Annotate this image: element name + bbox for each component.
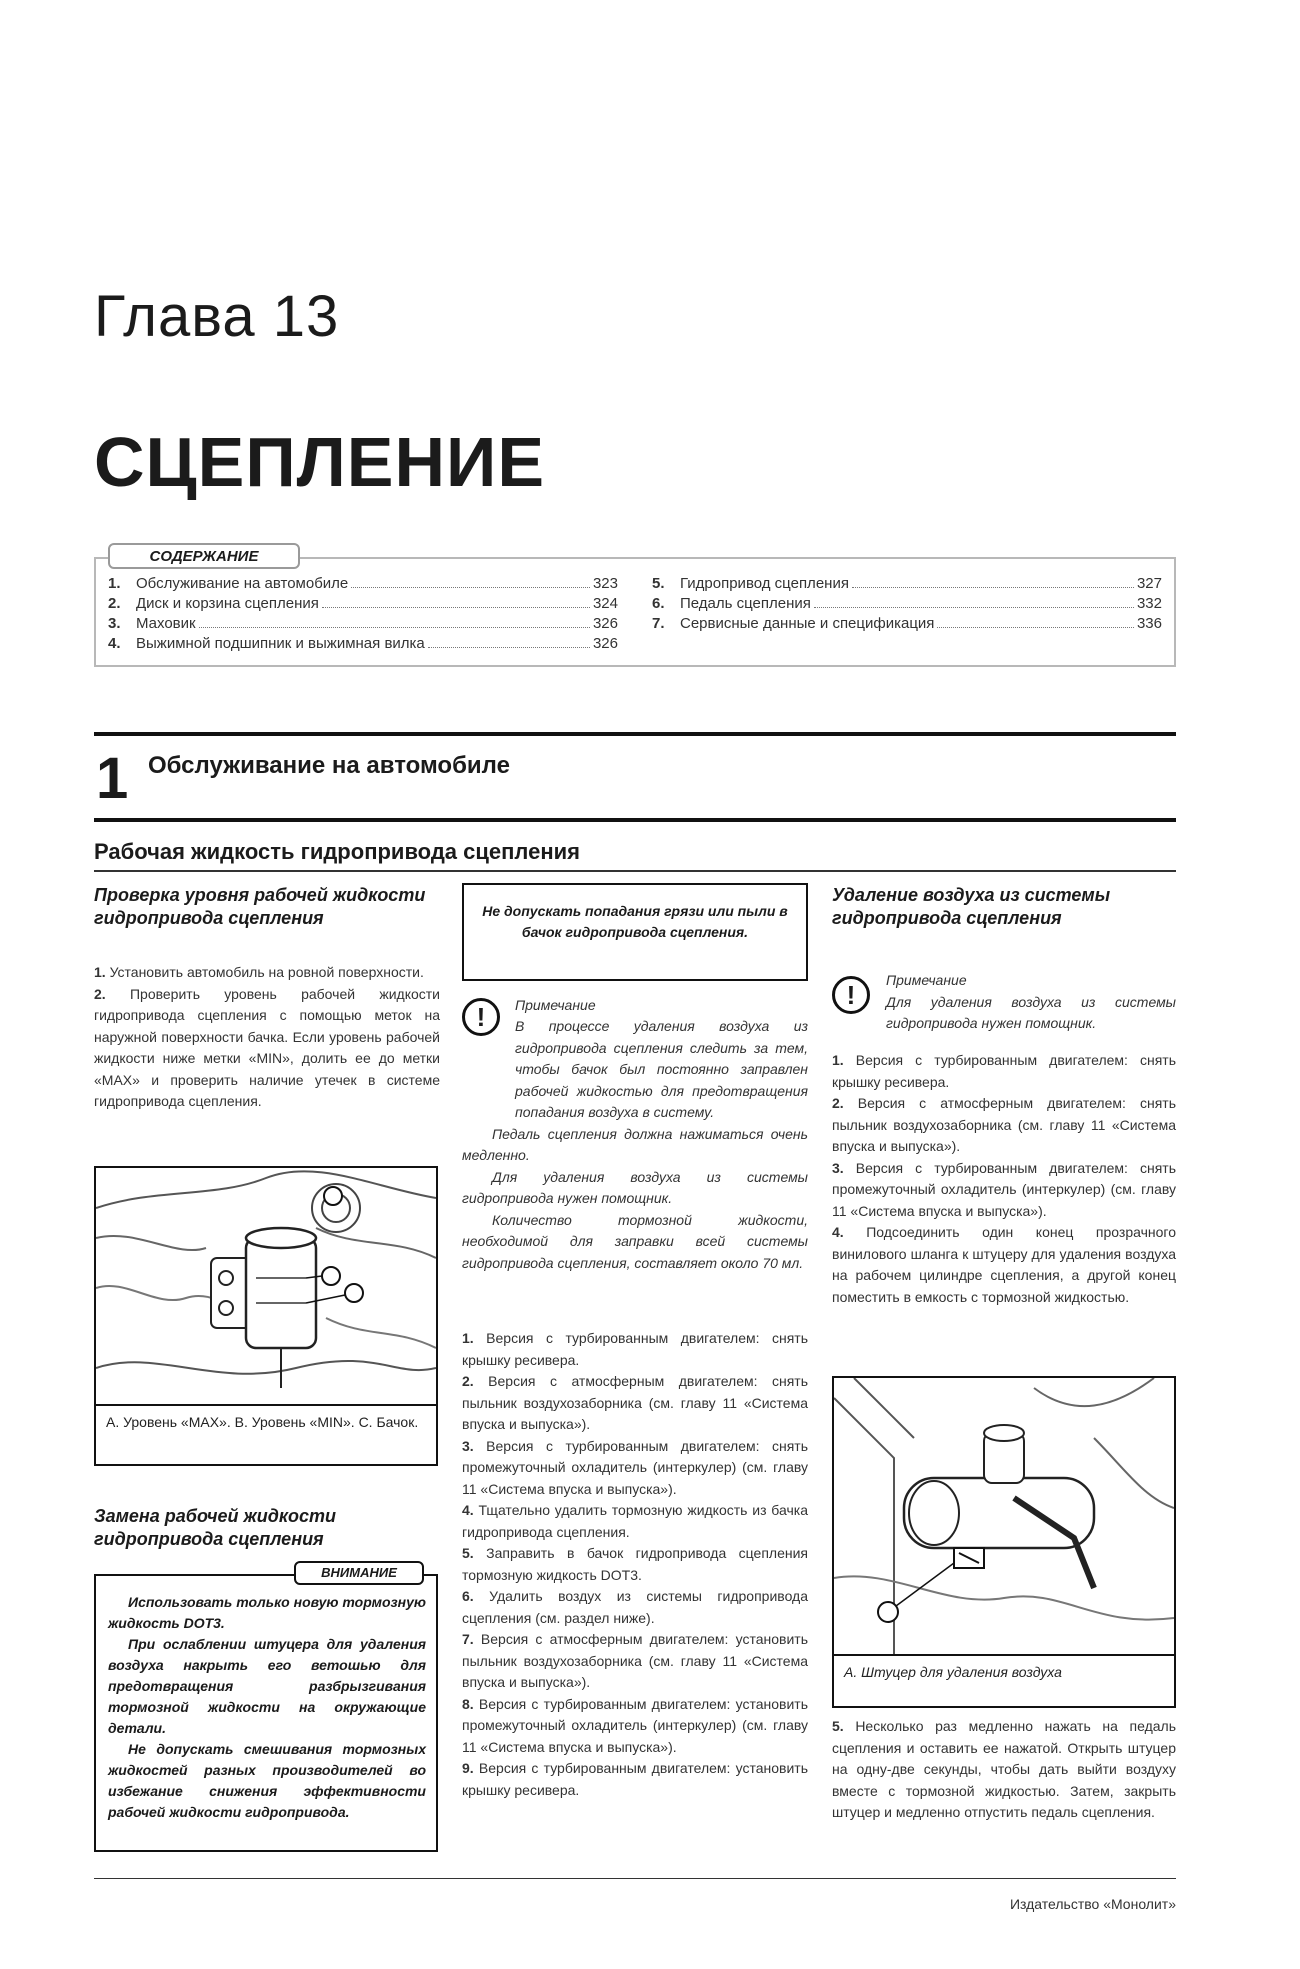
step: 7. Версия с атмосферным двигателем: установить пыльник воздухозаборника (см. главу 11 «Система впуска и выпуска»). [462, 1631, 809, 1690]
step: 5. Несколько раз медленно нажать на педаль сцепления и оставить ее нажатой. Открыть штуцер на одну-две секунды, чтобы дать выйти воздуху вместе с тормозной жидкостью. Затем, закрыть штуцер и медленно отпустить педаль сцепления. [832, 1718, 1176, 1820]
step: 1. Версия с турбированным двигателем: снять крышку ресивера. [462, 1330, 808, 1368]
step: 2. Версия с атмосферным двигателем: снять пыльник воздухозаборника (см. главу 11 «Система впуска и выпуска»). [832, 1095, 1177, 1154]
step: 6. Удалить воздух из системы гидропривода сцепления (см. раздел ниже). [462, 1588, 808, 1626]
figure-caption: A. Уровень «MAX». B. Уровень «MIN». C. Бачок. [106, 1414, 419, 1430]
toc-item[interactable]: 1. Обслуживание на автомобиле 323 [108, 575, 618, 592]
figure-bleeder [832, 1376, 1176, 1708]
section-number: 1 [96, 746, 129, 811]
toc-item[interactable]: 3. Маховик 326 [108, 615, 618, 632]
col2-note-label: Примечание [515, 997, 596, 1013]
step: 2. Проверить уровень рабочей жидкости гидропривода сцепления с помощью меток на наружной поверхности бачка. Если уровень рабочей жидкости ниже метки «MIN», долить ее до метки «MAX» и проверить наличие утечек в системе гидропривода сцепления. [94, 985, 440, 1109]
chapter-label: Глава 13 [94, 284, 340, 349]
step: 8. Версия с турбированным двигателем: установить промежуточный охладитель (интеркулер) (см. главу 11 «Система впуска и выпуска»). [462, 1695, 809, 1755]
footer-rule [94, 1878, 1176, 1879]
toc-item[interactable]: 6. Педаль сцепления 332 [652, 595, 1162, 612]
step: 5. Заправить в бачок гидропривода сцепления тормозную жидкость DOT3. [462, 1545, 809, 1583]
section-rule-bottom [94, 818, 1176, 822]
step: 1. Установить автомобиль на ровной поверхности. [94, 964, 424, 980]
col1-heading: Проверка уровня рабочей жидкости гидропривода сцепления [94, 885, 426, 928]
toc-item[interactable]: 4. Выжимной подшипник и выжимная вилка 326 [108, 635, 618, 652]
subsection-rule [94, 870, 1176, 872]
toc-item[interactable]: 2. Диск и корзина сцепления 324 [108, 595, 618, 612]
note-icon: ! [462, 998, 500, 1036]
toc-right-column [652, 574, 1162, 634]
warning-text: Использовать только новую тормозную жидкость DOT3. При ослаблении штуцера для удаления воздуха накрыть его ветошью для предотвращения разбрызгивания тормозной жидкости на окружающие детали. Не допускать смешивания тормозных жидкостей разных производителей во избежание снижения эффективности рабочей жидкости гидропривода. [108, 1594, 426, 1820]
publisher: Издательство «Монолит» [1009, 1896, 1176, 1912]
toc-item[interactable]: 7. Сервисные данные и спецификация 336 [652, 615, 1162, 632]
warning-label: ВНИМАНИЕ [294, 1561, 424, 1585]
section-rule-top [94, 732, 1176, 736]
step: 9. Версия с турбированным двигателем: установить крышку ресивера. [462, 1760, 809, 1798]
section-title: Обслуживание на автомобиле [148, 752, 510, 779]
step: 3. Версия с турбированным двигателем: снять промежуточный охладитель (интеркулер) (см. главу 11 «Система впуска и выпуска»). [462, 1437, 808, 1497]
col1-steps [94, 962, 440, 1113]
figure-caption: A. Штуцер для удаления воздуха [844, 1664, 1062, 1680]
step: 1. Версия с турбированным двигателем: снять крышку ресивера. [832, 1052, 1177, 1090]
reservoir-illustration [96, 1168, 436, 1404]
toc-left-column [108, 574, 618, 654]
chapter-title: СЦЕПЛЕНИЕ [94, 423, 546, 501]
col3-steps [832, 1050, 1176, 1308]
step: 4. Тщательно удалить тормозную жидкость из бачка гидропривода сцепления. [462, 1502, 808, 1540]
toc-label: СОДЕРЖАНИЕ [108, 543, 300, 569]
col2-note: В процессе удаления воздуха из гидропривода сцепления следить за тем, чтобы бачок был постоянно заправлен рабочей жидкостью для предотвращения попадания воздуха в систему. Педаль сцепления должна нажиматься очень медленно. Для удаления воздуха из системы гидропривода нужен помощник. Количество тормозной жидкости, необходимой для заправки всей системы гидропривода сцепления, составляет около 70 мл. [462, 1018, 808, 1271]
toc-item[interactable]: 5. Гидропривод сцепления 327 [652, 575, 1162, 592]
col2-steps [462, 1328, 808, 1801]
note-icon: ! [832, 976, 870, 1014]
step: 3. Версия с турбированным двигателем: снять промежуточный охладитель (интеркулер) (см. главу 11 «Система впуска и выпуска»). [832, 1159, 1177, 1219]
col3-heading: Удаление воздуха из системы гидропривода сцепления [832, 885, 1111, 928]
step: 2. Версия с атмосферным двигателем: снять пыльник воздухозаборника (см. главу 11 «Система впуска и выпуска»). [462, 1373, 808, 1432]
bleeder-illustration [834, 1378, 1174, 1654]
step: 4. Подсоединить один конец прозрачного винилового шланга к штуцеру для удаления воздуха на рабочем цилиндре сцепления, а другой конец поместить в емкость с тормозной жидкостью. [832, 1224, 1176, 1305]
subsection-title: Рабочая жидкость гидропривода сцепления [94, 839, 580, 864]
col1-heading2: Замена рабочей жидкости гидропривода сцепления [94, 1506, 337, 1549]
caution-box: Не допускать попадания грязи или пыли в бачок гидропривода сцепления. [462, 883, 808, 981]
figure-reservoir [94, 1166, 438, 1466]
col3-note: Примечание Для удаления воздуха из системы гидропривода нужен помощник. [886, 972, 1176, 1031]
